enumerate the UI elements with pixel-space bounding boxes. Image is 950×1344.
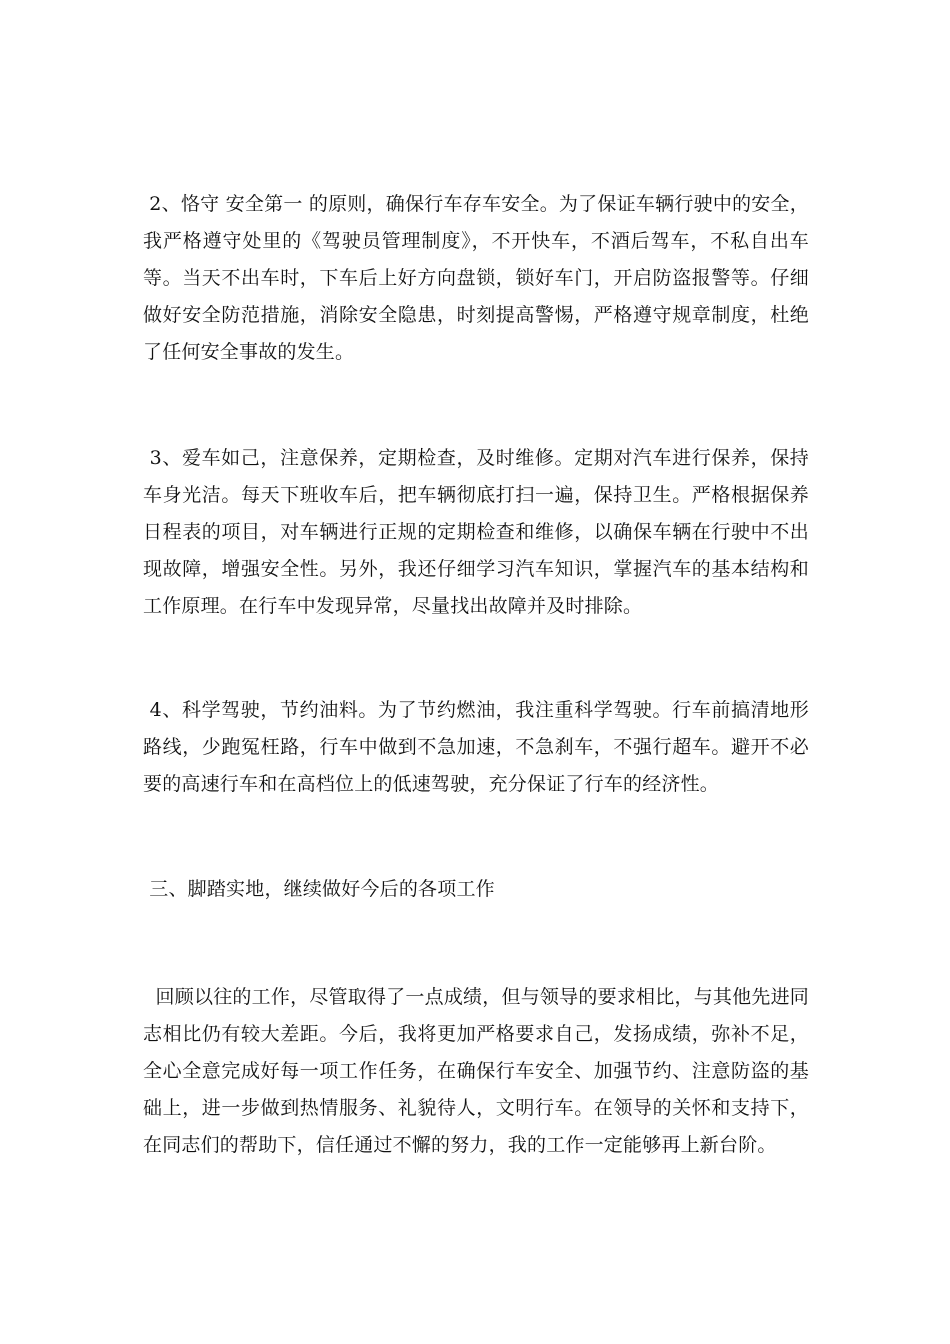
- paragraph-vehicle-care: 3、爱车如己，注意保养，定期检查，及时维修。定期对汽车进行保养，保持车身光洁。每天下班收车后，把车辆彻底打扫一遍，保持卫生。严格根据保养日程表的项目，对车辆进行正规的定期检查和维修，以确保车辆在行驶中不出现故障，增强安全性。另外，我还仔细学习汽车知识，掌握汽车的基本结构和工作原理。在行车中发现异常，尽量找出故障并及时排除。: [143, 447, 809, 617]
- paragraph-scientific-driving: 4、科学驾驶，节约油料。为了节约燃油，我注重科学驾驶。行车前搞清地形路线，少跑冤枉路，行车中做到不急加速，不急刹车，不强行超车。避开不必要的高速行车和在高档位上的低速驾驶，充分保证了行车的经济性。: [143, 699, 809, 795]
- paragraph-looking-ahead: 回顾以往的工作，尽管取得了一点成绩，但与领导的要求相比，与其他先进同志相比仍有较大差距。今后，我将更加严格要求自己，发扬成绩，弥补不足，全心全意完成好每一项工作任务，在确保行车安全、加强节约、注意防盗的基础上，进一步做到热情服务、礼貌待人，文明行车。在领导的关怀和支持下，在同志们的帮助下，信任通过不懈的努力，我的工作一定能够再上新台阶。: [143, 986, 809, 1156]
- section-heading-three: 三、脚踏实地，继续做好今后的各项工作: [143, 878, 495, 900]
- paragraph-safety-first: 2、恪守 安全第一 的原则，确保行车存车安全。为了保证车辆行驶中的安全，我严格遵守处里的《驾驶员管理制度》，不开快车，不酒后驾车，不私自出车等。当天不出车时，下车后上好方向盘锁，锁好车门，开启防盗报警等。仔细做好安全防范措施，消除安全隐患，时刻提高警惕，严格遵守规章制度，杜绝了任何安全事故的发生。: [143, 193, 809, 363]
